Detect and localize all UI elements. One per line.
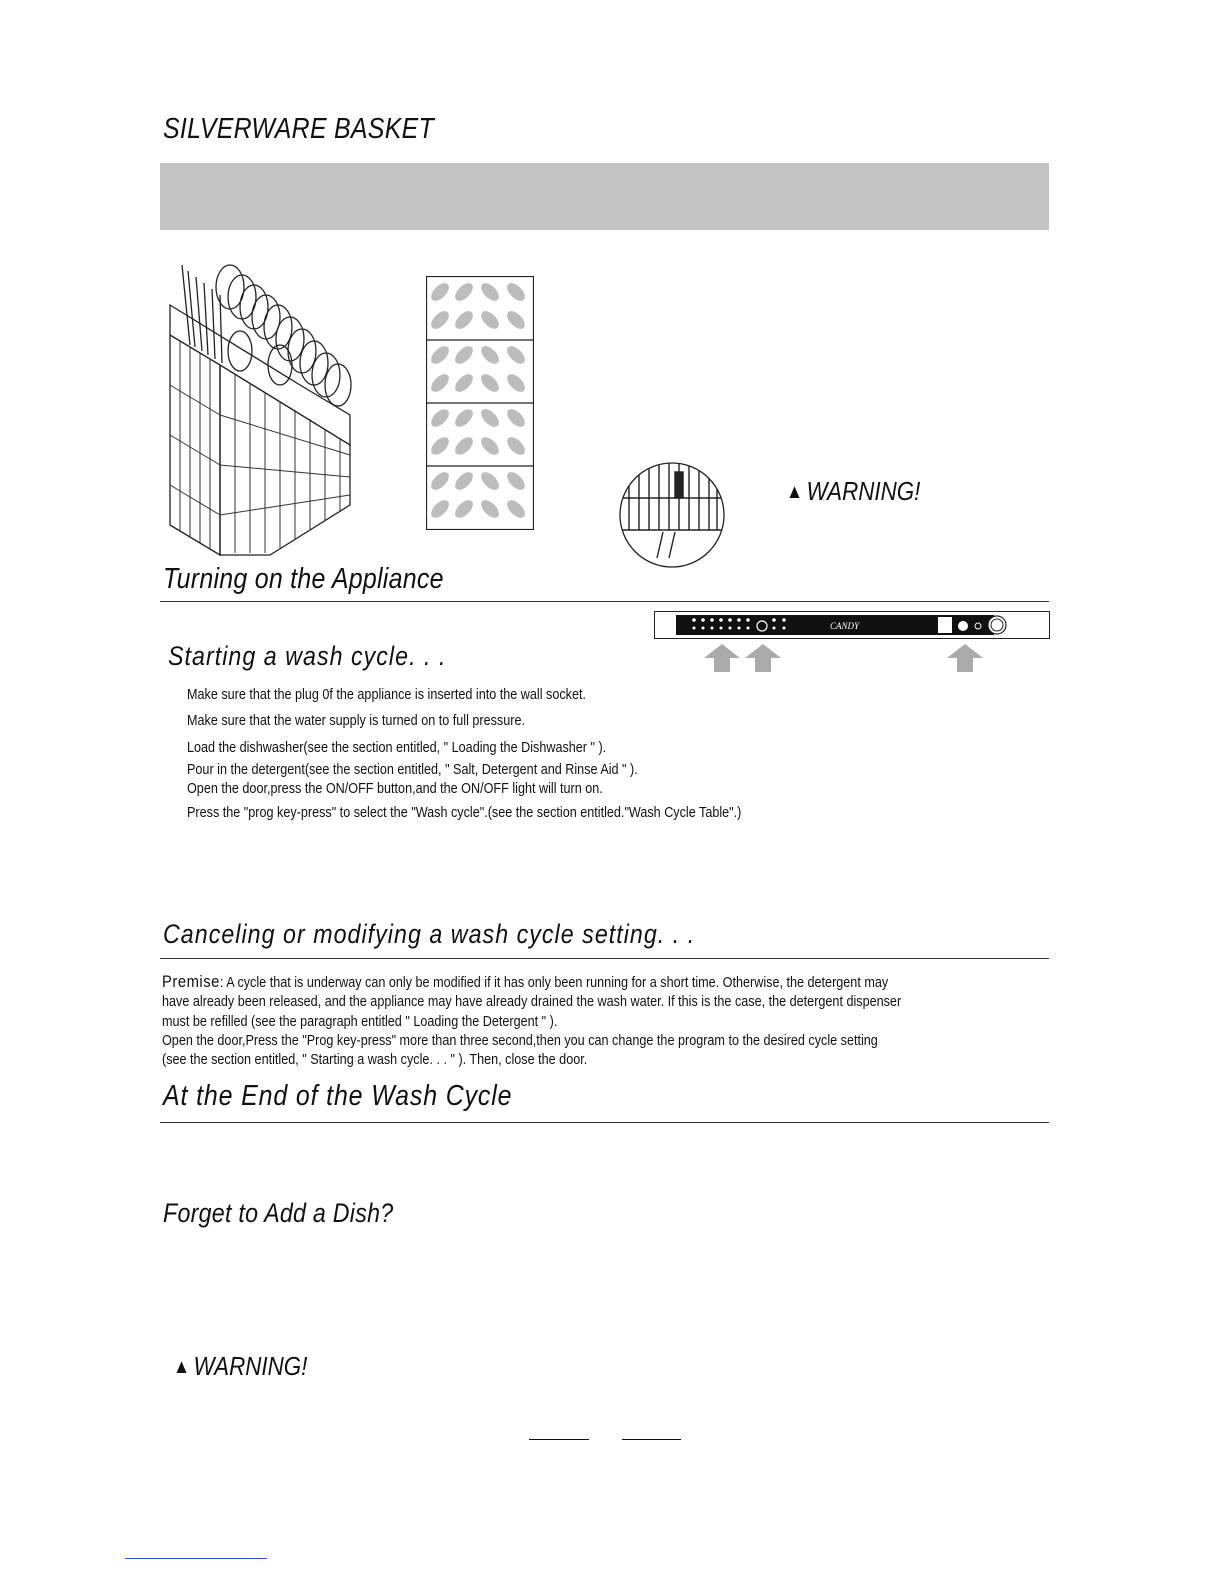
- starting-line-2: Make sure that the water supply is turned on to full pressure.: [187, 713, 525, 729]
- starting-title: Starting a wash cycle. . .: [168, 641, 447, 671]
- basket-detail-circle: [617, 460, 727, 570]
- silverware-warning: [786, 476, 920, 507]
- canceling-line-1-text: : A cycle that is underway can only be modified if it has only been running for a short time. Otherwise, the detergent may: [219, 975, 889, 991]
- silverware-basket-illustration: [160, 255, 360, 560]
- info-bar: [160, 163, 1049, 230]
- starting-line-4: Pour in the detergent(see the section entitled, " Salt, Detergent and Rinse Aid " ).: [187, 762, 638, 778]
- starting-line-1: Make sure that the plug 0f the appliance is inserted into the wall socket.: [187, 687, 587, 703]
- canceling-title: Canceling or modifying a wash cycle setting. . .: [163, 919, 696, 949]
- forget-warning-text: WARNING!: [193, 1351, 308, 1381]
- warning-icon: ▲: [786, 481, 804, 503]
- silverware-warning-text: WARNING!: [806, 476, 921, 506]
- canceling-line-3: must be refilled (see the paragraph entitled " Loading the Detergent " ).: [162, 1014, 558, 1030]
- arrow-up-icon: [947, 644, 983, 672]
- starting-line-6: Press the "prog key-press" to select the "Wash cycle".(see the section entitled."Wash Cycle Table".): [187, 805, 742, 821]
- forget-dish-title: Forget to Add a Dish?: [163, 1198, 394, 1228]
- canceling-line-1: [162, 972, 888, 992]
- turning-on-title: Turning on the Appliance: [163, 563, 444, 595]
- warning-icon: ▲: [173, 1356, 191, 1378]
- canceling-line-5: (see the section entitled, " Starting a wash cycle. . . " ). Then, close the door.: [162, 1052, 588, 1068]
- control-panel-diagram: [654, 611, 1050, 641]
- canceling-line-2: have already been released, and the appliance may have already drained the wash water. If this is the case, the detergent dispenser: [162, 994, 902, 1010]
- starting-line-3: Load the dishwasher(see the section entitled, " Loading the Dishwasher " ).: [187, 740, 607, 756]
- end-cycle-title: At the End of the Wash Cycle: [163, 1080, 513, 1112]
- underline-mark: [529, 1439, 589, 1440]
- silverware-title: SILVERWARE BASKET: [163, 113, 434, 145]
- end-cycle-rule: [160, 1122, 1049, 1123]
- footnote-link-line: [125, 1558, 267, 1559]
- canceling-rule: [160, 958, 1049, 959]
- panel-brand-logo: CANDY: [830, 621, 860, 631]
- arrow-up-icon: [745, 644, 781, 672]
- forget-warning: [173, 1351, 307, 1382]
- turning-on-rule: [160, 601, 1049, 602]
- basket-grid-diagram: [426, 276, 534, 530]
- premise-label: Premise: [162, 972, 220, 991]
- starting-line-5: Open the door,press the ON/OFF button,and the ON/OFF light will turn on.: [187, 781, 603, 797]
- arrow-up-icon: [704, 644, 740, 672]
- canceling-line-4: Open the door,Press the "Prog key-press" more than three second,then you can change the program to the desired cycle setting: [162, 1033, 878, 1049]
- underline-mark: [622, 1439, 681, 1440]
